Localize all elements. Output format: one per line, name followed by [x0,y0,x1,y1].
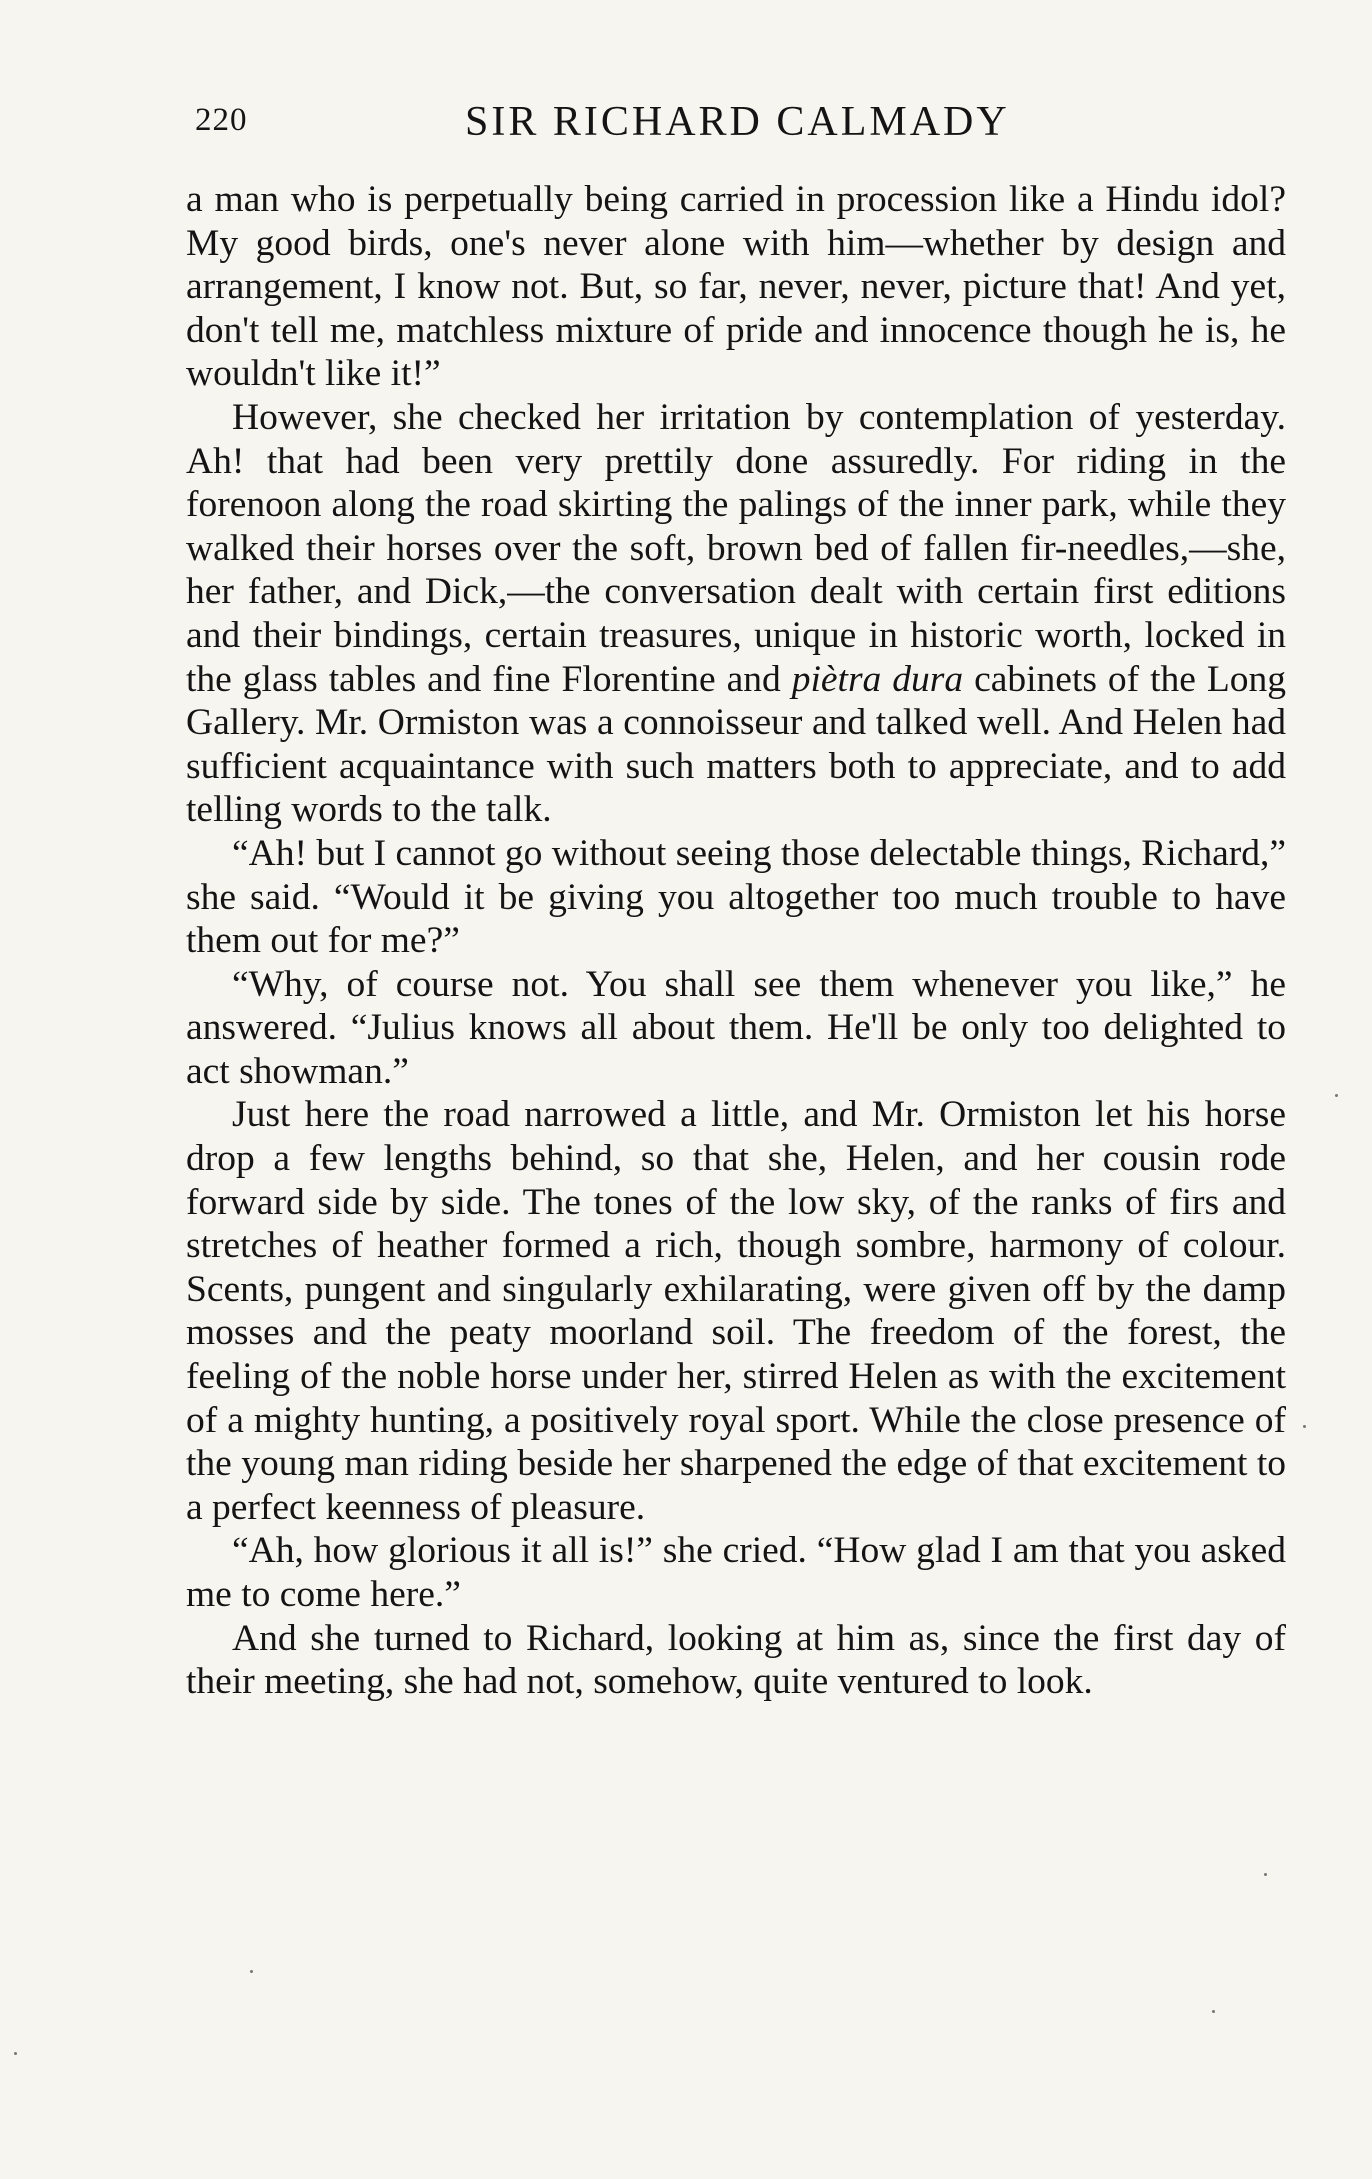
paper-speck [1212,2010,1215,2013]
paragraph [186,396,1286,832]
running-title: SIR RICHARD CALMADY [465,99,1010,145]
paper-speck [1335,1094,1338,1097]
page-number: 220 [195,102,248,138]
paper-speck [1303,1425,1306,1428]
paragraph: “Ah! but I cannot go without seeing those delectable things, Richard,” she said. “Would it be giving you altogether too much trouble to have them out for me?” [186,832,1286,962]
paragraph-continuation: a man who is perpetually being carried in procession like a Hindu idol? My good birds, one's never alone with him—whether by design and arrangement, I know not. But, so far, never, never, picture that! And yet, don't tell me, matchless mixture of pride and innocence though he is, he wouldn't like it!” [186,179,1286,395]
paragraph: And she turned to Richard, looking at him as, since the first day of their meeting, she had not, somehow, quite ventured to look. [186,1617,1286,1703]
paper-speck [250,1970,253,1973]
paragraph: “Ah, how glorious it all is!” she cried. “How glad I am that you asked me to come here.” [186,1530,1286,1615]
paragraph-text: However, she checked her irritation by contemplation of yesterday. Ah! that had been very prettily done assuredly. For riding in the forenoon along the road skirting the palings of the inner park, while they walked their horses over the soft, brown bed of fallen fir-needles,—she, her father, and Dick,—the conversation dealt with certain first editions and their bindings, certain treasures, unique in historic worth, locked in the glass tables and fine Florentine and [186,396,1286,700]
paragraph: “Why, of course not. You shall see them whenever you like,” he answered. “Julius knows all about them. He'll be only too delighted to act showman.” [186,963,1286,1092]
paper-speck [1264,1873,1267,1876]
body-text [186,178,1286,1704]
italic-phrase: piètra dura [791,658,964,700]
paragraph: Just here the road narrowed a little, and Mr. Ormiston let his horse drop a few lengths behind, so that she, Helen, and her cousin rode forward side by side. The tones of the low sky, of the ranks of firs and stretches of heather formed a rich, though sombre, harmony of colour. Scents, pungent and singularly exhilarating, were given off by the damp mosses and the peaty moorland soil. The freedom of the forest, the feeling of the noble horse under her, stirred Helen as with the excitement of a mighty hunting, a positively royal sport. While the close presence of the young man riding beside her sharpened the edge of that excitement to a perfect keenness of pleasure. [186,1094,1286,1528]
paragraph-text: cabinets of the Long Gallery. Mr. Ormiston was a connoisseur and talked well. And Helen had sufficient acquaintance with such matters both to appreciate, and to add telling words to the talk. [186,658,1287,831]
paper-speck [14,2052,17,2055]
running-header [195,98,1275,158]
